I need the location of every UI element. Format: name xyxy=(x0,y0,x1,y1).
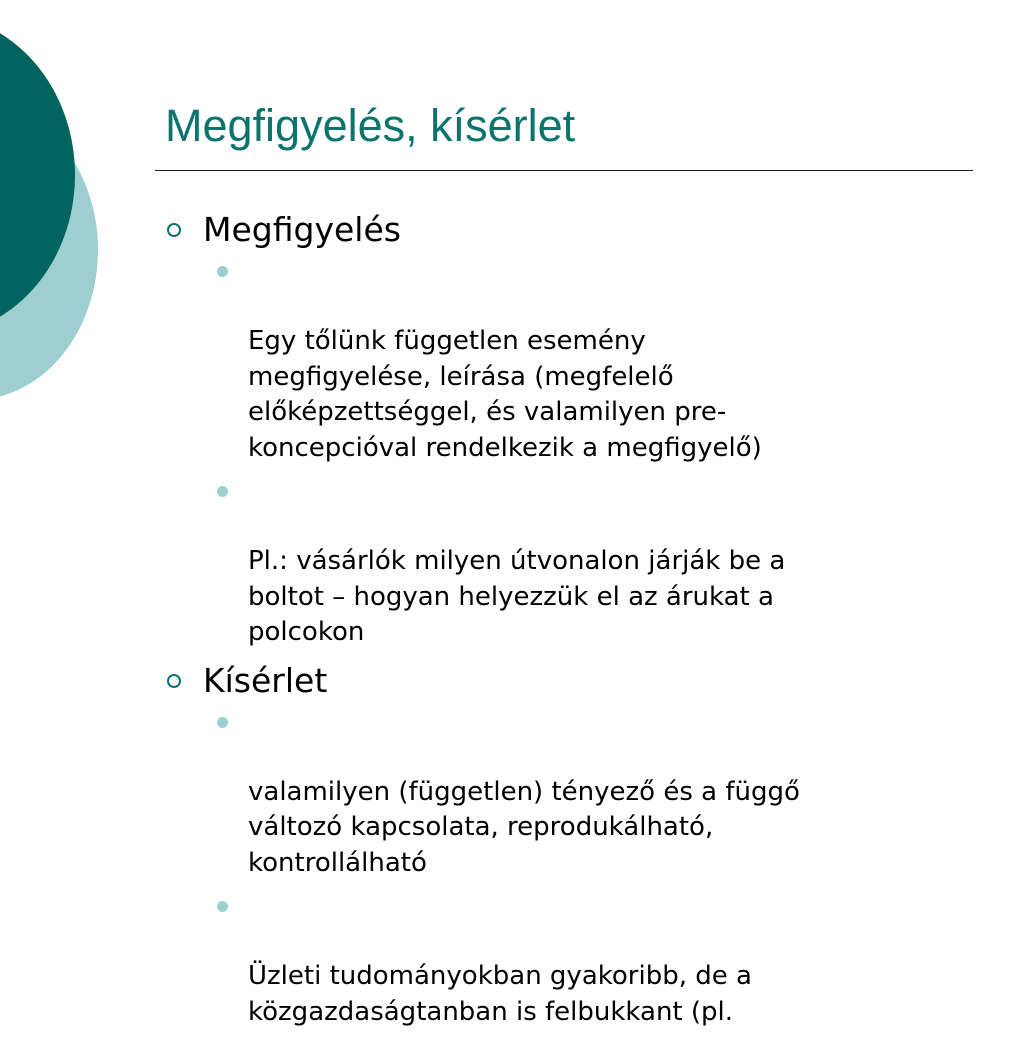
sub-point-text: Pl.: vásárlók milyen útvonalon járják be a boltot – hogyan helyezzük el az árukat a polcokon xyxy=(248,546,786,647)
sub-point-list xyxy=(165,704,985,1031)
sub-point-text: Egy tőlünk független esemény megfigyelése, leírása (megfelelő előképzettséggel, és valamilyen pre- koncepcióval rendelkezik a megfigyelő) xyxy=(248,326,762,463)
title-divider xyxy=(155,170,973,171)
topic-heading xyxy=(165,658,985,704)
dot-bullet-icon xyxy=(217,266,228,277)
topic-kiserlet xyxy=(165,658,985,1031)
sub-point xyxy=(165,888,985,1030)
topic-heading-text: Megfigyelés xyxy=(203,210,401,249)
topic-heading-text: Kísérlet xyxy=(203,660,328,700)
sub-point-list xyxy=(165,253,985,651)
hollow-circle-bullet-icon xyxy=(167,674,181,688)
sub-point xyxy=(165,473,985,651)
slide-content xyxy=(165,207,985,1037)
sub-point-text: Üzleti tudományokban gyakoribb, de a közgazdaságtanban is felbukkant (pl. xyxy=(248,961,752,1027)
dot-bullet-icon xyxy=(217,901,228,912)
sub-point xyxy=(165,704,985,882)
dot-bullet-icon xyxy=(217,486,228,497)
sub-point-text: valamilyen (független) tényező és a függő változó kapcsolata, reprodukálható, kontrollálható xyxy=(248,776,800,878)
topic-heading xyxy=(165,207,985,253)
sub-point xyxy=(165,253,985,466)
dot-bullet-icon xyxy=(217,717,228,728)
hollow-circle-bullet-icon xyxy=(167,223,181,237)
topic-megfigyeles xyxy=(165,207,985,651)
slide-title: Megfigyelés, kísérlet xyxy=(165,100,576,151)
